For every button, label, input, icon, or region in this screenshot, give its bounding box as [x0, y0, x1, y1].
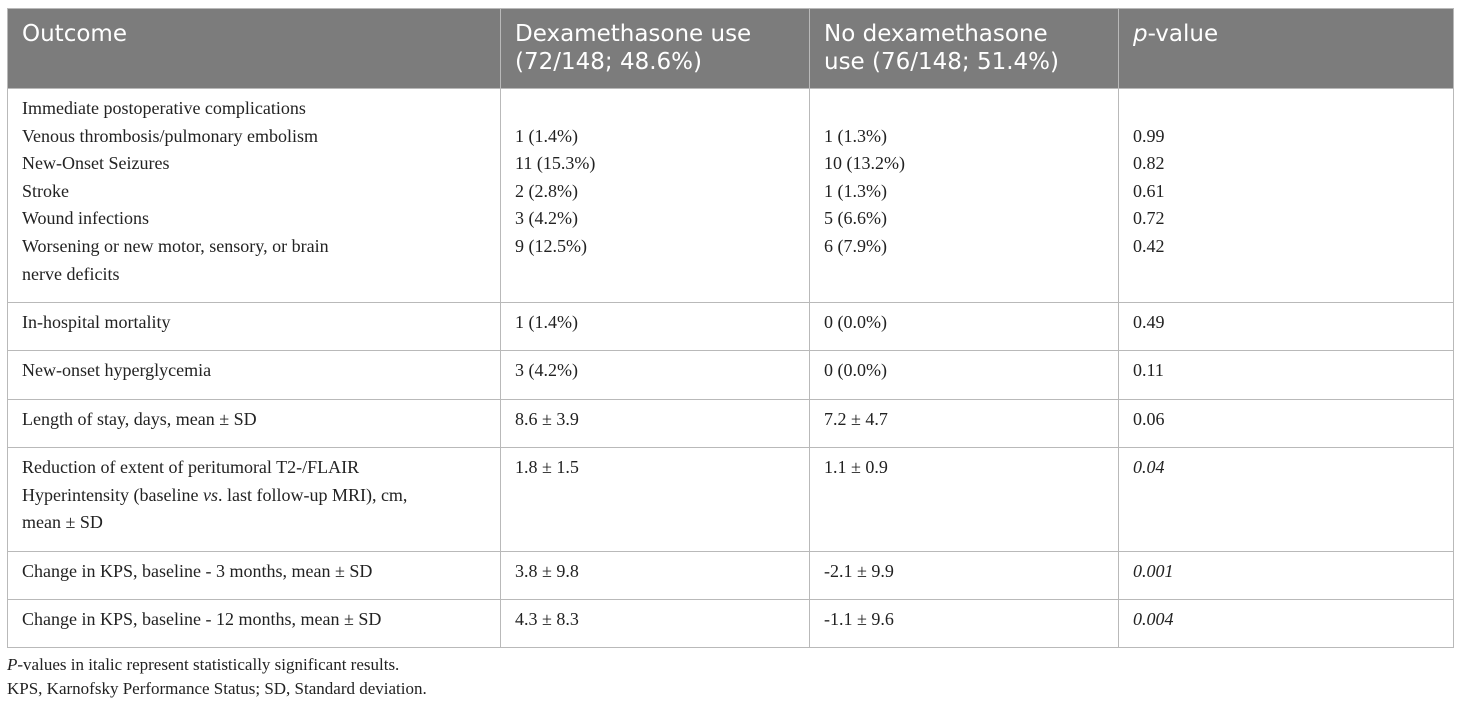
- cell-no-dexamethasone: 1.1 ± 0.9: [810, 448, 1119, 552]
- header-dexamethasone: Dexamethasone use (72/148; 48.6%): [501, 9, 810, 89]
- cell-dexamethasone: 8.6 ± 3.9: [501, 400, 810, 448]
- outcomes-table: [7, 8, 1454, 648]
- cell-no-dexamethasone: 1 (1.3%) 10 (13.2%) 1 (1.3%) 5 (6.6%) 6 (7.9%): [810, 89, 1119, 303]
- cell-outcome: New-onset hyperglycemia: [8, 351, 501, 400]
- header-p-value: p-value: [1119, 9, 1454, 89]
- cell-outcome: In-hospital mortality: [8, 303, 501, 351]
- cell-p-value: 0.49: [1119, 303, 1454, 351]
- cell-outcome: Change in KPS, baseline - 12 months, mean ± SD: [8, 600, 501, 648]
- cell-p-value: 0.11: [1119, 351, 1454, 400]
- cell-no-dexamethasone: 7.2 ± 4.7: [810, 400, 1119, 448]
- table-row-length-of-stay: [8, 400, 1454, 448]
- cell-p-value: 0.06: [1119, 400, 1454, 448]
- table-row-hyperglycemia: [8, 351, 1454, 400]
- table-row-flair: [8, 448, 1454, 552]
- table-row-complications: [8, 89, 1454, 303]
- table-row-kps-3-months: [8, 552, 1454, 600]
- cell-dexamethasone: 3 (4.2%): [501, 351, 810, 400]
- cell-dexamethasone: 1 (1.4%) 11 (15.3%) 2 (2.8%) 3 (4.2%) 9 (12.5%): [501, 89, 810, 303]
- cell-p-value: 0.04: [1119, 448, 1454, 552]
- cell-no-dexamethasone: -2.1 ± 9.9: [810, 552, 1119, 600]
- footnote-significance: P-values in italic represent statistically significant results.: [7, 655, 400, 674]
- cell-p-value: 0.001: [1119, 552, 1454, 600]
- cell-dexamethasone: 1 (1.4%): [501, 303, 810, 351]
- table-footnotes: [7, 653, 427, 701]
- cell-outcome: Immediate postoperative complications Venous thrombosis/pulmonary embolism New-Onset Seizures Stroke Wound infections Worsening or new motor, sensory, or brain nerve deficits: [8, 89, 501, 303]
- header-no-dexamethasone: No dexamethasone use (76/148; 51.4%): [810, 9, 1119, 89]
- table-row-mortality: [8, 303, 1454, 351]
- header-outcome: Outcome: [8, 9, 501, 89]
- cell-outcome: Change in KPS, baseline - 3 months, mean ± SD: [8, 552, 501, 600]
- outcomes-table-container: [7, 8, 1453, 648]
- cell-no-dexamethasone: 0 (0.0%): [810, 351, 1119, 400]
- cell-dexamethasone: 1.8 ± 1.5: [501, 448, 810, 552]
- footnote-abbreviations: KPS, Karnofsky Performance Status; SD, Standard deviation.: [7, 679, 427, 698]
- table-header-row: [8, 9, 1454, 89]
- cell-p-value: 0.004: [1119, 600, 1454, 648]
- cell-dexamethasone: 4.3 ± 8.3: [501, 600, 810, 648]
- table-row-kps-12-months: [8, 600, 1454, 648]
- cell-outcome: Reduction of extent of peritumoral T2-/FLAIR Hyperintensity (baseline vs. last follow-up MRI), cm, mean ± SD: [8, 448, 501, 552]
- cell-dexamethasone: 3.8 ± 9.8: [501, 552, 810, 600]
- cell-p-value: 0.99 0.82 0.61 0.72 0.42: [1119, 89, 1454, 303]
- cell-no-dexamethasone: 0 (0.0%): [810, 303, 1119, 351]
- cell-outcome: Length of stay, days, mean ± SD: [8, 400, 501, 448]
- complications-heading: Immediate postoperative complications: [22, 98, 306, 118]
- cell-no-dexamethasone: -1.1 ± 9.6: [810, 600, 1119, 648]
